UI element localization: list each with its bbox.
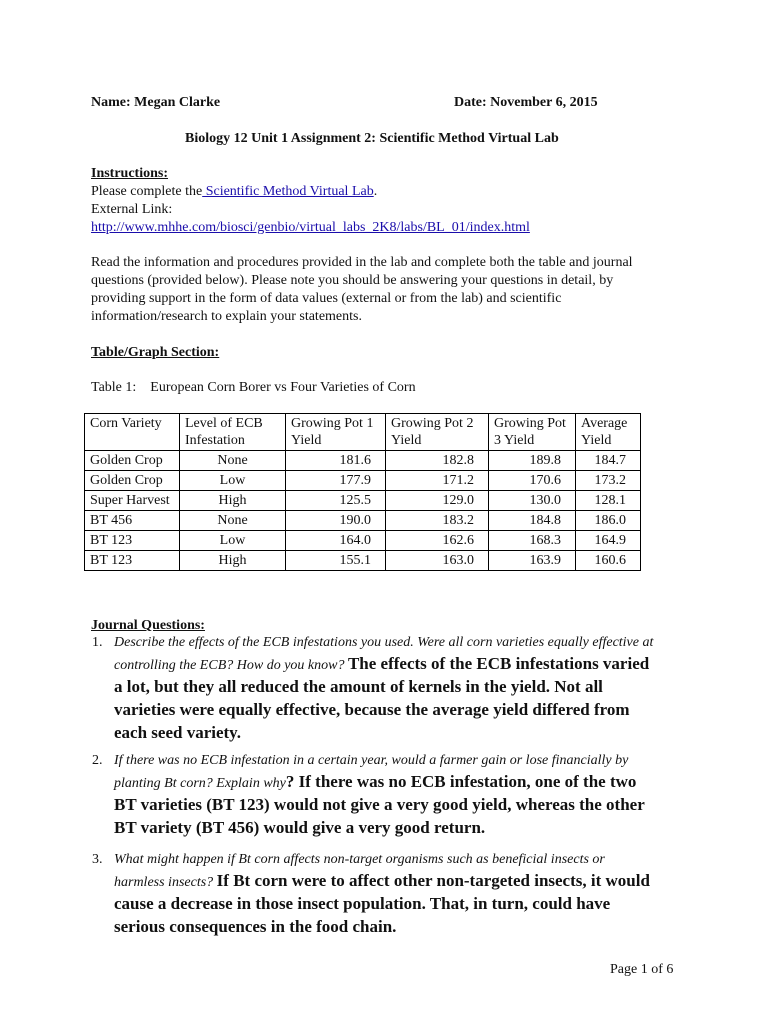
journal-question bbox=[92, 751, 654, 840]
column-header: Growing Pot 1 Yield bbox=[286, 414, 386, 451]
document-title: Biology 12 Unit 1 Assignment 2: Scientific Method Virtual Lab bbox=[185, 131, 559, 146]
table-cell: 155.1 bbox=[286, 551, 386, 571]
instructions-para-line: providing support in the form of data values (external or from the lab) and scientific bbox=[91, 291, 562, 306]
answer-text: The effects of the ECB infestations varied a lot, but they all reduced the amount of kernels in the yield. Not all varieties were equally effective, because the average yield differed from each seed variety. bbox=[114, 654, 650, 742]
table-cell: 130.0 bbox=[489, 491, 576, 511]
table-row bbox=[85, 451, 641, 471]
table-cell: 170.6 bbox=[489, 471, 576, 491]
table-cell: 163.0 bbox=[386, 551, 489, 571]
page-number: Page 1 of 6 bbox=[610, 962, 674, 977]
table-cell: BT 123 bbox=[85, 551, 180, 571]
instructions-prefix: Please complete the bbox=[91, 184, 203, 199]
table-cell: None bbox=[180, 451, 286, 471]
table-cell: Golden Crop bbox=[85, 471, 180, 491]
table-cell: 184.8 bbox=[489, 511, 576, 531]
question-text-block bbox=[114, 633, 654, 745]
table-cell: 129.0 bbox=[386, 491, 489, 511]
table-cell: High bbox=[180, 491, 286, 511]
table-row bbox=[85, 511, 641, 531]
answer-text: ? If there was no ECB infestation, one of the two BT varieties (BT 123) would not give a very good yield, whereas the other BT variety (BT 456) would give a very good return. bbox=[114, 772, 645, 837]
table-row bbox=[85, 551, 641, 571]
question-text: What might happen if Bt corn affects non-target organisms such as beneficial insects or harmless insects? bbox=[114, 852, 605, 890]
assignment-date: Date: November 6, 2015 bbox=[454, 95, 598, 110]
external-link-label: External Link: bbox=[91, 202, 173, 217]
column-header: Level of ECB Infestation bbox=[180, 414, 286, 451]
table-cell: 163.9 bbox=[489, 551, 576, 571]
table-row bbox=[85, 471, 641, 491]
table-cell: 164.9 bbox=[576, 531, 641, 551]
table-cell: Low bbox=[180, 471, 286, 491]
column-header: Corn Variety bbox=[85, 414, 180, 451]
table-cell: 164.0 bbox=[286, 531, 386, 551]
table-cell: 162.6 bbox=[386, 531, 489, 551]
table-cell: 125.5 bbox=[286, 491, 386, 511]
table-cell: Low bbox=[180, 531, 286, 551]
instructions-line bbox=[91, 183, 377, 201]
instructions-para-line: Read the information and procedures provided in the lab and complete both the table and journal bbox=[91, 255, 633, 270]
table-cell: 181.6 bbox=[286, 451, 386, 471]
journal-question bbox=[92, 633, 654, 745]
table-cell: 173.2 bbox=[576, 471, 641, 491]
column-header: Growing Pot 3 Yield bbox=[489, 414, 576, 451]
table-header-row bbox=[85, 414, 641, 451]
instructions-para-line: information/research to explain your statements. bbox=[91, 309, 362, 324]
journal-heading: Journal Questions: bbox=[91, 618, 205, 633]
column-header: Average Yield bbox=[576, 414, 641, 451]
corn-yield-table bbox=[84, 413, 641, 571]
question-number: 2. bbox=[92, 753, 103, 768]
external-url-line bbox=[91, 219, 530, 237]
student-name: Name: Megan Clarke bbox=[91, 95, 221, 110]
instructions-para-line: questions (provided below). Please note you should be answering your questions in detail, by bbox=[91, 273, 614, 288]
table-cell: BT 123 bbox=[85, 531, 180, 551]
question-text: Describe the effects of the ECB infestations you used. Were all corn varieties equally effective at controlling the ECB? How do you know? bbox=[114, 635, 654, 673]
instructions-heading: Instructions: bbox=[91, 166, 169, 181]
virtual-lab-link[interactable]: Scientific Method Virtual Lab bbox=[202, 184, 374, 199]
table-cell: 171.2 bbox=[386, 471, 489, 491]
instructions-suffix: . bbox=[373, 184, 378, 199]
table-cell: 183.2 bbox=[386, 511, 489, 531]
table-cell: 184.7 bbox=[576, 451, 641, 471]
external-url-link[interactable]: http://www.mhhe.com/biosci/genbio/virtual_labs_2K8/labs/BL_01/index.html bbox=[91, 220, 530, 235]
question-number: 1. bbox=[92, 635, 103, 650]
table-row bbox=[85, 531, 641, 551]
question-text: If there was no ECB infestation in a certain year, would a farmer gain or lose financially by planting Bt corn? Explain why bbox=[114, 753, 629, 791]
table-cell: Super Harvest bbox=[85, 491, 180, 511]
question-number: 3. bbox=[92, 852, 103, 867]
question-text-block bbox=[114, 850, 654, 939]
table-cell: Golden Crop bbox=[85, 451, 180, 471]
table-cell: BT 456 bbox=[85, 511, 180, 531]
column-header: Growing Pot 2 Yield bbox=[386, 414, 489, 451]
answer-text: If Bt corn were to affect other non-targeted insects, it would cause a decrease in those insect population. That, in turn, could have serious consequences in the food chain. bbox=[114, 871, 650, 936]
table-cell: 160.6 bbox=[576, 551, 641, 571]
table-cell: None bbox=[180, 511, 286, 531]
table-cell: 182.8 bbox=[386, 451, 489, 471]
table-cell: 177.9 bbox=[286, 471, 386, 491]
question-text-block bbox=[114, 751, 654, 840]
table-cell: 168.3 bbox=[489, 531, 576, 551]
table-cell: 190.0 bbox=[286, 511, 386, 531]
table-cell: 128.1 bbox=[576, 491, 641, 511]
table-cell: High bbox=[180, 551, 286, 571]
table-section-heading: Table/Graph Section: bbox=[91, 345, 220, 360]
table-cell: 186.0 bbox=[576, 511, 641, 531]
table-row bbox=[85, 491, 641, 511]
table-cell: 189.8 bbox=[489, 451, 576, 471]
journal-question bbox=[92, 850, 654, 939]
table-caption: Table 1: European Corn Borer vs Four Varieties of Corn bbox=[91, 380, 416, 395]
